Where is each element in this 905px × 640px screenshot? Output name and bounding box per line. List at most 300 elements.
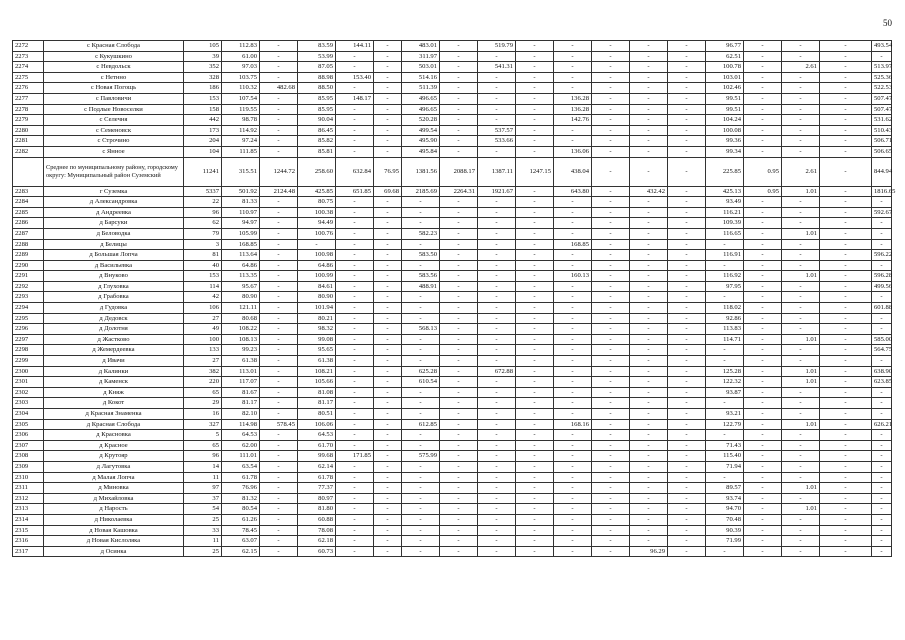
value-cell: - bbox=[478, 514, 516, 525]
value-cell: - bbox=[744, 115, 782, 126]
table-row bbox=[13, 228, 892, 239]
value-cell: - bbox=[820, 525, 872, 536]
value-cell: - bbox=[872, 546, 892, 557]
value-cell: 1381.56 bbox=[402, 157, 440, 186]
table-row bbox=[13, 483, 892, 494]
value-cell: - bbox=[630, 281, 668, 292]
value-cell: - bbox=[668, 525, 706, 536]
value-cell: - bbox=[782, 281, 820, 292]
value-cell: - bbox=[668, 398, 706, 409]
value-cell: - bbox=[336, 260, 374, 271]
value-cell: 438.04 bbox=[554, 157, 592, 186]
settlement-name: д Нарость bbox=[44, 504, 184, 515]
value-cell: 511.39 bbox=[402, 83, 440, 94]
value-cell: - bbox=[630, 228, 668, 239]
table-row bbox=[13, 260, 892, 271]
value-cell: - bbox=[478, 334, 516, 345]
value-cell: - bbox=[478, 387, 516, 398]
value-cell: 14 bbox=[184, 461, 222, 472]
value-cell: - bbox=[440, 324, 478, 335]
value-cell: - bbox=[478, 483, 516, 494]
value-cell: - bbox=[668, 409, 706, 420]
value-cell: - bbox=[260, 303, 298, 314]
value-cell: - bbox=[260, 51, 298, 62]
value-cell: - bbox=[744, 239, 782, 250]
page-number: 50 bbox=[883, 18, 892, 28]
value-cell: - bbox=[872, 51, 892, 62]
row-number: 2295 bbox=[13, 313, 44, 324]
row-number: 2307 bbox=[13, 440, 44, 451]
value-cell: - bbox=[668, 377, 706, 388]
value-cell: - bbox=[478, 271, 516, 282]
table-row bbox=[13, 366, 892, 377]
row-number: 2305 bbox=[13, 419, 44, 430]
value-cell: 61.00 bbox=[222, 51, 260, 62]
value-cell: - bbox=[336, 398, 374, 409]
value-cell: - bbox=[820, 62, 872, 73]
value-cell: - bbox=[630, 504, 668, 515]
value-cell: - bbox=[260, 197, 298, 208]
value-cell: 33 bbox=[184, 525, 222, 536]
settlement-name: д Белицы bbox=[44, 239, 184, 250]
value-cell: - bbox=[336, 356, 374, 367]
value-cell: - bbox=[820, 197, 872, 208]
value-cell: - bbox=[782, 440, 820, 451]
value-cell: 0.95 bbox=[744, 157, 782, 186]
value-cell: - bbox=[706, 260, 744, 271]
value-cell: - bbox=[336, 493, 374, 504]
value-cell: - bbox=[478, 461, 516, 472]
value-cell: 503.01 bbox=[402, 62, 440, 73]
value-cell: 88.98 bbox=[298, 72, 336, 83]
value-cell: 113.35 bbox=[222, 271, 260, 282]
value-cell: - bbox=[336, 62, 374, 73]
value-cell: 81.17 bbox=[298, 398, 336, 409]
value-cell: - bbox=[744, 409, 782, 420]
value-cell: - bbox=[336, 271, 374, 282]
value-cell: 85.95 bbox=[298, 104, 336, 115]
value-cell: - bbox=[592, 451, 630, 462]
value-cell: - bbox=[554, 303, 592, 314]
value-cell: - bbox=[516, 377, 554, 388]
value-cell: - bbox=[440, 218, 478, 229]
value-cell: 672.88 bbox=[478, 366, 516, 377]
table-row bbox=[13, 430, 892, 441]
value-cell: - bbox=[668, 115, 706, 126]
value-cell: - bbox=[260, 387, 298, 398]
value-cell: - bbox=[744, 136, 782, 147]
value-cell: - bbox=[374, 146, 402, 157]
value-cell: - bbox=[872, 356, 892, 367]
value-cell: - bbox=[820, 409, 872, 420]
value-cell: - bbox=[440, 271, 478, 282]
value-cell: - bbox=[668, 419, 706, 430]
value-cell: - bbox=[336, 409, 374, 420]
value-cell: 81.33 bbox=[222, 197, 260, 208]
value-cell: - bbox=[260, 493, 298, 504]
value-cell: 115.40 bbox=[706, 451, 744, 462]
value-cell: - bbox=[516, 430, 554, 441]
value-cell: - bbox=[668, 303, 706, 314]
value-cell: - bbox=[402, 483, 440, 494]
value-cell: - bbox=[820, 239, 872, 250]
value-cell: 315.51 bbox=[222, 157, 260, 186]
value-cell: - bbox=[440, 292, 478, 303]
value-cell: - bbox=[668, 451, 706, 462]
settlement-name: Среднее по муниципальному району, городскому округу: Муниципальный район Суземский bbox=[44, 157, 184, 186]
value-cell: - bbox=[336, 207, 374, 218]
value-cell: - bbox=[440, 83, 478, 94]
value-cell: - bbox=[516, 292, 554, 303]
value-cell: - bbox=[554, 197, 592, 208]
table-row bbox=[13, 146, 892, 157]
value-cell: 499.54 bbox=[402, 125, 440, 136]
settlement-name: д Красное bbox=[44, 440, 184, 451]
value-cell: 93.21 bbox=[706, 409, 744, 420]
value-cell: 105 bbox=[184, 41, 222, 52]
row-number: 2311 bbox=[13, 483, 44, 494]
row-number: 2308 bbox=[13, 451, 44, 462]
value-cell: - bbox=[592, 93, 630, 104]
value-cell: - bbox=[516, 146, 554, 157]
value-cell: 116.65 bbox=[706, 228, 744, 239]
value-cell: 204 bbox=[184, 136, 222, 147]
value-cell: - bbox=[782, 398, 820, 409]
value-cell: - bbox=[592, 419, 630, 430]
table-row bbox=[13, 83, 892, 94]
value-cell: 113.01 bbox=[222, 366, 260, 377]
value-cell: - bbox=[478, 536, 516, 547]
value-cell: 537.57 bbox=[478, 125, 516, 136]
table-row bbox=[13, 125, 892, 136]
value-cell: - bbox=[440, 207, 478, 218]
value-cell: - bbox=[336, 228, 374, 239]
value-cell: - bbox=[630, 493, 668, 504]
value-cell: 25 bbox=[184, 514, 222, 525]
value-cell: - bbox=[592, 303, 630, 314]
value-cell: - bbox=[820, 93, 872, 104]
value-cell: - bbox=[554, 377, 592, 388]
value-cell: - bbox=[516, 461, 554, 472]
value-cell: - bbox=[782, 207, 820, 218]
value-cell: - bbox=[782, 136, 820, 147]
value-cell: 116.21 bbox=[706, 207, 744, 218]
value-cell: - bbox=[260, 356, 298, 367]
value-cell: - bbox=[440, 472, 478, 483]
value-cell: 71.43 bbox=[706, 440, 744, 451]
value-cell: - bbox=[440, 313, 478, 324]
value-cell: 62 bbox=[184, 218, 222, 229]
value-cell: - bbox=[554, 345, 592, 356]
table-row bbox=[13, 514, 892, 525]
value-cell: - bbox=[592, 493, 630, 504]
value-cell: - bbox=[592, 260, 630, 271]
value-cell: - bbox=[872, 451, 892, 462]
value-cell: - bbox=[630, 451, 668, 462]
value-cell: 136.28 bbox=[554, 93, 592, 104]
value-cell: - bbox=[592, 366, 630, 377]
value-cell: - bbox=[260, 62, 298, 73]
value-cell: 80.54 bbox=[222, 504, 260, 515]
value-cell: 1.01 bbox=[782, 419, 820, 430]
value-cell: - bbox=[820, 419, 872, 430]
value-cell: - bbox=[630, 483, 668, 494]
value-cell: 638.90 bbox=[872, 366, 892, 377]
value-cell: - bbox=[260, 451, 298, 462]
settlement-name: д Новая Кашовка bbox=[44, 525, 184, 536]
row-number: 2290 bbox=[13, 260, 44, 271]
value-cell: 118.02 bbox=[706, 303, 744, 314]
value-cell: - bbox=[872, 440, 892, 451]
value-cell: - bbox=[706, 472, 744, 483]
value-cell: - bbox=[744, 472, 782, 483]
value-cell: - bbox=[478, 313, 516, 324]
value-cell: - bbox=[554, 461, 592, 472]
value-cell: 78.08 bbox=[298, 525, 336, 536]
value-cell: - bbox=[630, 377, 668, 388]
value-cell: - bbox=[744, 419, 782, 430]
value-cell: - bbox=[668, 228, 706, 239]
value-cell: - bbox=[336, 218, 374, 229]
row-number: 2286 bbox=[13, 218, 44, 229]
value-cell: - bbox=[820, 292, 872, 303]
value-cell: - bbox=[298, 239, 336, 250]
value-cell: - bbox=[260, 472, 298, 483]
value-cell: - bbox=[744, 461, 782, 472]
value-cell: 108.22 bbox=[222, 324, 260, 335]
value-cell: - bbox=[782, 197, 820, 208]
table-row bbox=[13, 451, 892, 462]
value-cell: - bbox=[744, 93, 782, 104]
value-cell: - bbox=[374, 72, 402, 83]
value-cell: - bbox=[668, 72, 706, 83]
value-cell: 54 bbox=[184, 504, 222, 515]
value-cell: - bbox=[440, 493, 478, 504]
value-cell: - bbox=[554, 207, 592, 218]
value-cell: - bbox=[516, 324, 554, 335]
value-cell: - bbox=[592, 377, 630, 388]
value-cell: - bbox=[554, 51, 592, 62]
value-cell: 100.38 bbox=[298, 207, 336, 218]
value-cell: - bbox=[820, 51, 872, 62]
value-cell: - bbox=[260, 72, 298, 83]
value-cell: - bbox=[820, 345, 872, 356]
value-cell: - bbox=[592, 136, 630, 147]
value-cell: 136.06 bbox=[554, 146, 592, 157]
value-cell: - bbox=[478, 398, 516, 409]
value-cell: 612.85 bbox=[402, 419, 440, 430]
value-cell: 60.88 bbox=[298, 514, 336, 525]
value-cell: 168.85 bbox=[554, 239, 592, 250]
value-cell: 103.01 bbox=[706, 72, 744, 83]
value-cell: 60.73 bbox=[298, 546, 336, 557]
table-row bbox=[13, 239, 892, 250]
value-cell: - bbox=[440, 125, 478, 136]
value-cell: 568.13 bbox=[402, 324, 440, 335]
value-cell: - bbox=[592, 72, 630, 83]
value-cell: - bbox=[554, 62, 592, 73]
value-cell: - bbox=[374, 525, 402, 536]
value-cell: - bbox=[402, 356, 440, 367]
row-number: 2313 bbox=[13, 504, 44, 515]
value-cell: 186 bbox=[184, 83, 222, 94]
value-cell: - bbox=[668, 93, 706, 104]
value-cell: - bbox=[630, 334, 668, 345]
value-cell: - bbox=[440, 451, 478, 462]
value-cell: - bbox=[782, 409, 820, 420]
row-number: 2288 bbox=[13, 239, 44, 250]
value-cell: - bbox=[478, 228, 516, 239]
value-cell: - bbox=[782, 472, 820, 483]
value-cell: - bbox=[820, 430, 872, 441]
table-row bbox=[13, 409, 892, 420]
table-row bbox=[13, 345, 892, 356]
value-cell: - bbox=[336, 136, 374, 147]
value-cell: - bbox=[820, 514, 872, 525]
value-cell: - bbox=[872, 409, 892, 420]
value-cell: - bbox=[872, 197, 892, 208]
value-cell: 11 bbox=[184, 472, 222, 483]
value-cell: 104.24 bbox=[706, 115, 744, 126]
value-cell: 101.94 bbox=[298, 303, 336, 314]
table-row bbox=[13, 51, 892, 62]
value-cell: - bbox=[706, 239, 744, 250]
value-cell: - bbox=[374, 430, 402, 441]
value-cell: - bbox=[554, 324, 592, 335]
row-number: 2280 bbox=[13, 125, 44, 136]
value-cell: 119.55 bbox=[222, 104, 260, 115]
value-cell: 100 bbox=[184, 334, 222, 345]
value-cell: - bbox=[336, 292, 374, 303]
value-cell: - bbox=[440, 104, 478, 115]
value-cell: - bbox=[478, 260, 516, 271]
value-cell: 496.65 bbox=[402, 93, 440, 104]
value-cell: - bbox=[374, 313, 402, 324]
value-cell: - bbox=[440, 525, 478, 536]
value-cell: - bbox=[668, 51, 706, 62]
value-cell: 80.90 bbox=[222, 292, 260, 303]
value-cell: 564.75 bbox=[872, 345, 892, 356]
value-cell: - bbox=[516, 281, 554, 292]
value-cell: 442 bbox=[184, 115, 222, 126]
value-cell: - bbox=[440, 41, 478, 52]
value-cell: - bbox=[744, 41, 782, 52]
value-cell: - bbox=[336, 430, 374, 441]
value-cell: - bbox=[478, 409, 516, 420]
value-cell: - bbox=[336, 419, 374, 430]
value-cell: - bbox=[402, 504, 440, 515]
value-cell: 105.66 bbox=[298, 377, 336, 388]
settlement-name: с Невдольск bbox=[44, 62, 184, 73]
value-cell: - bbox=[668, 250, 706, 261]
value-cell: 80.68 bbox=[222, 313, 260, 324]
table-row bbox=[13, 313, 892, 324]
value-cell: - bbox=[554, 136, 592, 147]
value-cell: - bbox=[744, 440, 782, 451]
settlement-name: с Нетнно bbox=[44, 72, 184, 83]
table-row bbox=[13, 536, 892, 547]
value-cell: 5 bbox=[184, 430, 222, 441]
value-cell: - bbox=[516, 398, 554, 409]
value-cell: - bbox=[592, 430, 630, 441]
row-number: 2306 bbox=[13, 430, 44, 441]
value-cell: - bbox=[336, 250, 374, 261]
value-cell: - bbox=[260, 281, 298, 292]
value-cell: - bbox=[402, 461, 440, 472]
value-cell: 1.01 bbox=[782, 334, 820, 345]
value-cell: - bbox=[782, 313, 820, 324]
value-cell: - bbox=[668, 207, 706, 218]
value-cell: - bbox=[440, 409, 478, 420]
row-number: 2287 bbox=[13, 228, 44, 239]
value-cell: - bbox=[440, 239, 478, 250]
value-cell: 3 bbox=[184, 239, 222, 250]
value-cell: - bbox=[820, 472, 872, 483]
value-cell: 121.11 bbox=[222, 303, 260, 314]
value-cell: - bbox=[554, 536, 592, 547]
value-cell: 632.84 bbox=[336, 157, 374, 186]
settlement-name: д Дедовск bbox=[44, 313, 184, 324]
settlement-name: д Грабовка bbox=[44, 292, 184, 303]
value-cell: 61.38 bbox=[298, 356, 336, 367]
value-cell: 37 bbox=[184, 493, 222, 504]
value-cell: 585.00 bbox=[872, 334, 892, 345]
value-cell: 111.85 bbox=[222, 146, 260, 157]
value-cell: - bbox=[374, 398, 402, 409]
value-cell: 592.67 bbox=[872, 207, 892, 218]
table-row bbox=[13, 136, 892, 147]
value-cell: - bbox=[374, 356, 402, 367]
value-cell: 533.66 bbox=[478, 136, 516, 147]
value-cell: - bbox=[260, 136, 298, 147]
value-cell: - bbox=[592, 271, 630, 282]
value-cell: - bbox=[592, 398, 630, 409]
value-cell: 153 bbox=[184, 93, 222, 104]
value-cell: - bbox=[554, 41, 592, 52]
value-cell: 98.78 bbox=[222, 115, 260, 126]
value-cell: 62.15 bbox=[222, 546, 260, 557]
value-cell: - bbox=[374, 197, 402, 208]
value-cell: - bbox=[374, 228, 402, 239]
row-number: 2284 bbox=[13, 197, 44, 208]
value-cell: - bbox=[260, 514, 298, 525]
value-cell: - bbox=[668, 136, 706, 147]
value-cell: - bbox=[374, 207, 402, 218]
settlement-name: д Андреевка bbox=[44, 207, 184, 218]
value-cell: - bbox=[374, 136, 402, 147]
row-number: 2274 bbox=[13, 62, 44, 73]
table-row bbox=[13, 292, 892, 303]
table-row bbox=[13, 387, 892, 398]
value-cell: - bbox=[820, 218, 872, 229]
value-cell: 61.26 bbox=[222, 514, 260, 525]
value-cell: - bbox=[440, 461, 478, 472]
value-cell: 103.75 bbox=[222, 72, 260, 83]
value-cell: - bbox=[630, 41, 668, 52]
value-cell: - bbox=[516, 93, 554, 104]
value-cell: - bbox=[554, 260, 592, 271]
value-cell: - bbox=[260, 104, 298, 115]
value-cell: - bbox=[260, 483, 298, 494]
value-cell: 596.28 bbox=[872, 271, 892, 282]
value-cell: - bbox=[402, 197, 440, 208]
value-cell: - bbox=[336, 125, 374, 136]
settlement-name: д Лагутовка bbox=[44, 461, 184, 472]
value-cell: - bbox=[478, 419, 516, 430]
value-cell: - bbox=[554, 366, 592, 377]
value-cell: - bbox=[402, 546, 440, 557]
value-cell: - bbox=[706, 345, 744, 356]
